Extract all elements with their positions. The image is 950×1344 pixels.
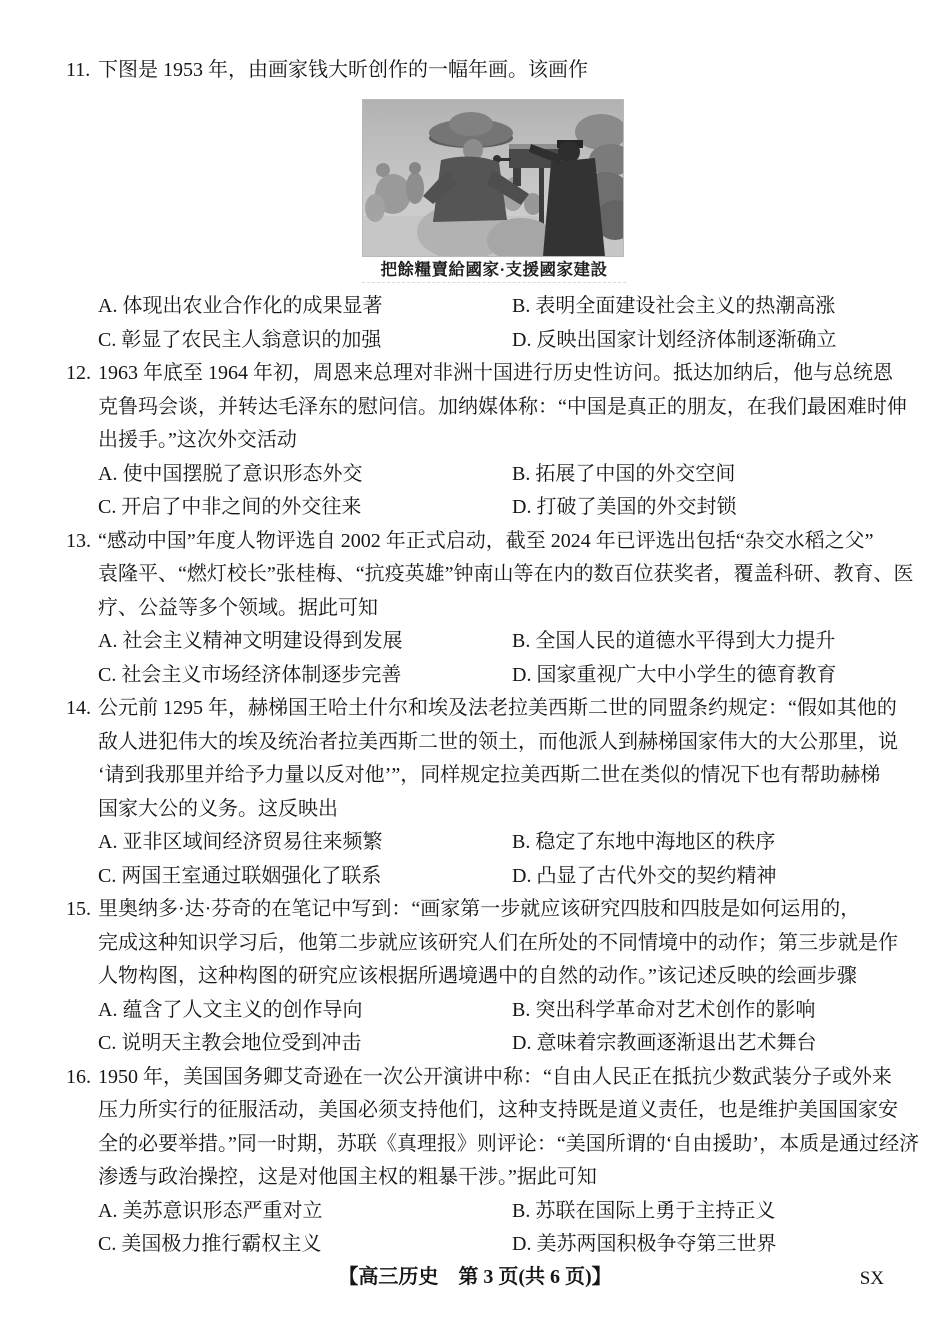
option-label: B. [512, 998, 531, 1021]
option-14-c [98, 860, 512, 894]
option-16-a [98, 1195, 512, 1229]
option-text: 说明天主教会地位受到冲击 [121, 1032, 362, 1054]
option-text: 美国极力推行霸权主义 [121, 1233, 322, 1255]
option-label: A. [98, 630, 118, 652]
question-stem-line: 全的必要举措。”同一时期，苏联《真理报》则评论：“美国所谓的‘自由援助’，本质是通过经济 [98, 1132, 920, 1155]
question-14 [66, 692, 906, 893]
question-number: 15. [66, 898, 91, 920]
option-text: 意味着宗教画逐渐退出艺术舞台 [536, 1032, 817, 1054]
option-text: 表明全面建设社会主义的热潮高涨 [535, 295, 836, 317]
option-12-d [512, 491, 906, 525]
option-label: C. [98, 1233, 117, 1255]
option-text: 国家重视广大中小学生的德育教育 [536, 663, 837, 686]
exam-content [66, 54, 920, 1262]
option-text: 全国人民的道德水平得到大力提升 [535, 630, 836, 652]
option-text: 稳定了东地中海地区的秩序 [535, 831, 776, 853]
option-label: B. [512, 462, 531, 485]
new-year-painting-image [362, 99, 624, 257]
option-text: 彰显了农民主人翁意识的加强 [121, 328, 382, 351]
question-stem-text: “感动中国”年度人物评选自 2002 年正式启动，截至 2024 年已评选出包括“杂交水稻之父” [98, 529, 874, 552]
question-stem-text: 1950 年，美国国务卿艾奇逊在一次公开演讲中称：“自由人民正在抵抗少数武装分子或外来 [98, 1065, 892, 1088]
option-13-d [512, 659, 906, 693]
question-16 [66, 1061, 920, 1262]
option-label: B. [512, 831, 531, 853]
option-text: 社会主义市场经济体制逐步完善 [121, 663, 402, 686]
question-stem-line: 国家大公的义务。这反映出 [98, 797, 338, 820]
painting-illustration [363, 100, 623, 256]
question-number: 16. [66, 1065, 91, 1088]
option-15-c [98, 1027, 512, 1061]
option-label: A. [98, 1199, 118, 1222]
option-label: D. [512, 328, 532, 351]
option-label: B. [512, 630, 531, 652]
option-text: 两国王室通过联姻强化了联系 [121, 864, 382, 887]
question-11 [66, 54, 906, 357]
option-label: A. [98, 831, 118, 853]
option-text: 美苏意识形态严重对立 [122, 1199, 323, 1222]
option-text: 打破了美国的外交封锁 [536, 496, 737, 518]
option-label: D. [512, 1032, 532, 1054]
option-14-b [512, 826, 906, 860]
option-12-c [98, 491, 512, 525]
option-label: C. [98, 864, 117, 887]
option-13-b [512, 625, 906, 659]
page-footer: 【高三历史 第 3 页(共 6 页)】 [338, 1266, 612, 1288]
question-number: 12. [66, 362, 91, 384]
option-13-c [98, 659, 512, 693]
option-13-a [98, 625, 512, 659]
question-figure [362, 99, 626, 283]
option-text: 社会主义精神文明建设得到发展 [122, 630, 403, 652]
option-label: D. [512, 663, 532, 686]
option-15-a [98, 994, 512, 1028]
option-label: C. [98, 663, 117, 686]
question-16-options [98, 1195, 906, 1262]
option-text: 蕴含了人文主义的创作导向 [122, 998, 363, 1021]
question-stem-text: 公元前 1295 年，赫梯国王哈土什尔和埃及法老拉美西斯二世的同盟条约规定：“假如其他的 [98, 697, 897, 719]
option-label: D. [512, 1233, 532, 1255]
option-16-d [512, 1228, 906, 1262]
option-14-d [512, 860, 906, 894]
caption-underline [362, 282, 626, 283]
option-label: C. [98, 496, 117, 518]
question-stem-line [66, 525, 906, 559]
painting-caption: 把餘糧賣給國家·支援國家建設 [380, 259, 608, 279]
option-12-a [98, 458, 512, 492]
option-text: 突出科学革命对艺术创作的影响 [535, 998, 816, 1021]
question-stem-text: 里奥纳多·达·芬奇的在笔记中写到：“画家第一步就应该研究四肢和四肢是如何运用的， [98, 898, 861, 920]
option-12-b [512, 458, 906, 492]
question-stem-line: 完成这种知识学习后，他第二步就应该研究人们在所处的不同情境中的动作；第三步就是作 [98, 931, 898, 954]
option-11-d [512, 324, 906, 358]
question-12-options [98, 458, 906, 525]
option-16-c [98, 1228, 512, 1262]
question-stem-line: 压力所实行的征服活动，美国必须支持他们，这种支持既是道义责任，也是维护美国国家安 [98, 1099, 898, 1121]
option-label: B. [512, 1199, 531, 1222]
question-number: 14. [66, 697, 91, 719]
question-stem-line: 渗透与政治操控，这是对他国主权的粗暴干涉。”据此可知 [98, 1166, 597, 1188]
question-stem-line: ‘请到我那里并给予力量以反对他’”，同样规定拉美西斯二世在类似的情况下也有帮助赫梯 [98, 764, 881, 786]
question-stem-line [66, 357, 906, 391]
question-12 [66, 357, 906, 525]
question-stem-line: 袁隆平、“燃灯校长”张桂梅、“抗疫英雄”钟南山等在内的数百位获奖者，覆盖科研、教育、医 [98, 563, 914, 585]
question-stem-text: 1963 年底至 1964 年初，周恩来总理对非洲十国进行历史性访问。抵达加纳后，他与总统恩 [98, 362, 893, 384]
question-stem-line [66, 692, 906, 726]
option-label: A. [98, 998, 118, 1021]
question-stem-line [66, 1061, 906, 1095]
option-label: A. [98, 295, 118, 317]
option-text: 拓展了中国的外交空间 [535, 462, 736, 485]
option-text: 体现出农业合作化的成果显著 [122, 295, 383, 317]
option-11-c [98, 324, 512, 358]
option-text: 美苏两国积极争夺第三世界 [536, 1233, 777, 1255]
option-label: B. [512, 295, 531, 317]
option-15-b [512, 994, 906, 1028]
option-label: A. [98, 462, 118, 485]
option-label: D. [512, 496, 532, 518]
question-number: 11. [66, 59, 91, 81]
question-15 [66, 893, 906, 1061]
option-15-d [512, 1027, 906, 1061]
option-11-a [98, 290, 512, 324]
question-11-options [98, 290, 906, 357]
option-11-b [512, 290, 906, 324]
footer-version-code: SX [859, 1268, 884, 1289]
question-stem-line: 克鲁玛会谈，并转达毛泽东的慰问信。加纳媒体称：“中国是真正的朋友，在我们最困难时伸 [98, 395, 907, 418]
option-label: D. [512, 864, 532, 887]
question-14-options [98, 826, 906, 893]
question-stem-line [66, 893, 906, 927]
option-14-a [98, 826, 512, 860]
question-stem-line: 敌人进犯伟大的埃及统治者拉美西斯二世的领土，而他派人到赫梯国家伟大的大公那里，说 [98, 730, 898, 753]
option-text: 开启了中非之间的外交往来 [121, 496, 362, 518]
option-label: C. [98, 1032, 117, 1054]
question-13-options [98, 625, 906, 692]
question-stem-line: 出援手。”这次外交活动 [98, 429, 297, 451]
question-stem-line: 疗、公益等多个领域。据此可知 [98, 596, 378, 619]
option-label: C. [98, 328, 117, 351]
option-text: 亚非区域间经济贸易往来频繁 [122, 831, 383, 853]
question-stem-line [66, 54, 906, 88]
question-13 [66, 525, 914, 693]
question-number: 13. [66, 529, 91, 552]
option-16-b [512, 1195, 906, 1229]
option-text: 使中国摆脱了意识形态外交 [122, 462, 363, 485]
question-15-options [98, 994, 906, 1061]
option-text: 凸显了古代外交的契约精神 [536, 864, 777, 887]
option-text: 反映出国家计划经济体制逐渐确立 [536, 328, 837, 351]
question-stem-text: 下图是 1953 年，由画家钱大昕创作的一幅年画。该画作 [98, 59, 588, 81]
option-text: 苏联在国际上勇于主持正义 [535, 1199, 776, 1222]
question-stem-line: 人物构图，这种构图的研究应该根据所遇境遇中的自然的动作。”该记述反映的绘画步骤 [98, 965, 857, 987]
